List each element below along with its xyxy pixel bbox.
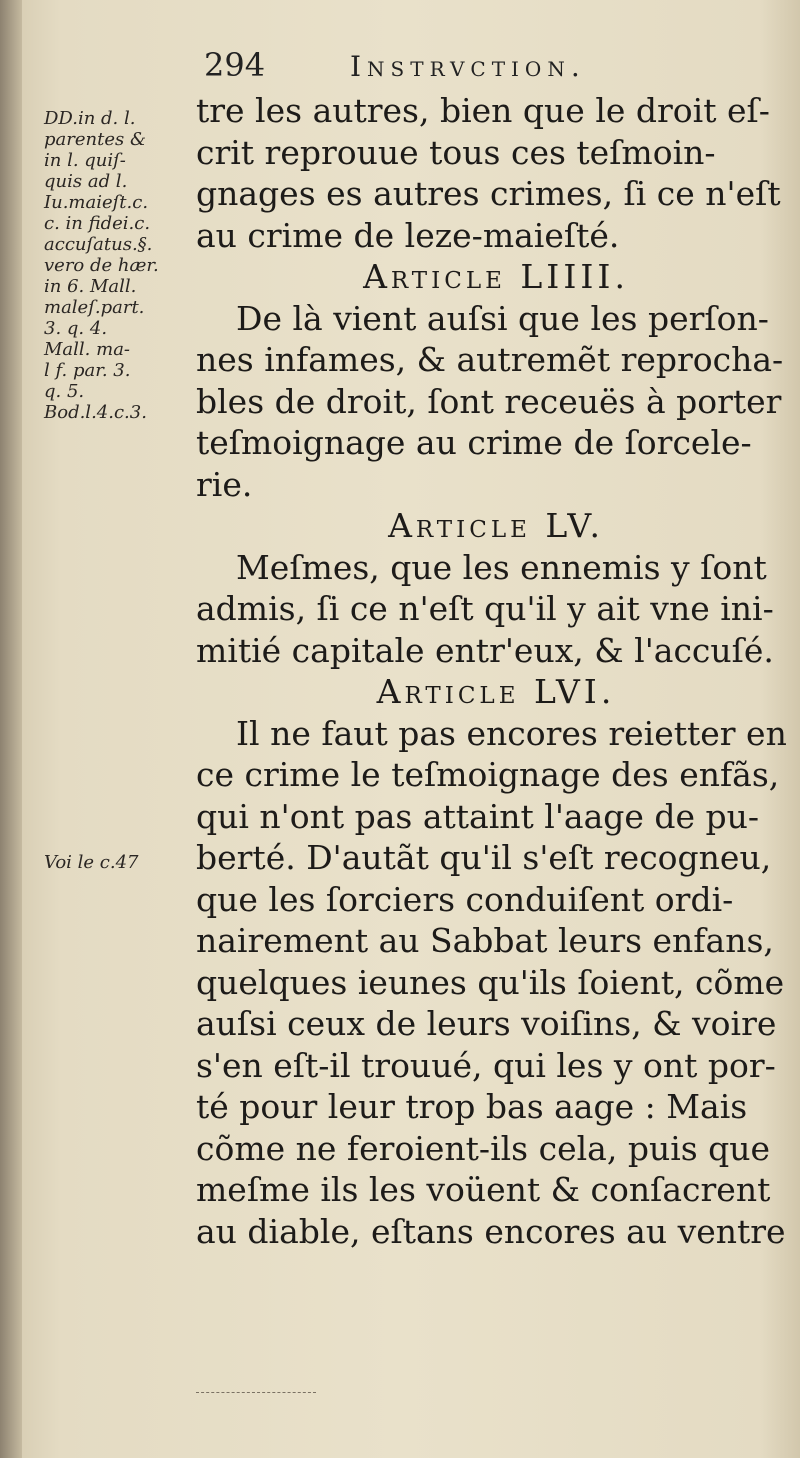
- margin-note-line: quis ad l.: [44, 171, 128, 192]
- text-line: qui n'ont pas attaint l'aage de pu-: [196, 796, 760, 836]
- text-line: cõme ne feroient-ils cela, puis que: [196, 1128, 771, 1168]
- text-line: bles de droit, ſont receuës à porter: [196, 381, 782, 421]
- margin-note-line: Bod.l.4.c.3.: [44, 402, 147, 423]
- margin-note-line: maleſ.part.: [44, 297, 145, 318]
- text-line: au crime de leze-maieſté.: [196, 215, 620, 255]
- margin-note-line: Iu.maieſt.c.: [44, 192, 149, 213]
- text-line: berté. D'autãt qu'il s'eſt recogneu,: [196, 838, 772, 877]
- margin-note-line: DD.in d. l.: [44, 108, 136, 129]
- margin-note-line: c. in fidei.c.: [44, 213, 151, 234]
- article-heading: Article LIIII.: [363, 257, 629, 296]
- margin-note-line: q. 5.: [44, 381, 85, 402]
- running-head: Instrvction.: [350, 50, 586, 83]
- text-line: crit reprouue tous ces teſmoin-: [196, 132, 716, 172]
- text-line: Il ne faut pas encores reietter en: [236, 713, 787, 753]
- text-line: que les ſorciers conduiſent ordi-: [196, 879, 734, 919]
- text-line: teſmoignage au crime de ſorcele-: [196, 423, 752, 462]
- page-header: [200, 46, 680, 86]
- text-line: au diable, eſtans encores au ventre: [196, 1211, 786, 1251]
- text-line: nairement au Sabbat leurs enfans,: [196, 921, 774, 960]
- text-line: nes infames, & autremẽt reprocha-: [196, 340, 784, 379]
- text-line: tre les autres, bien que le droit eſ-: [196, 91, 770, 130]
- text-line: Meſmes, que les ennemis y ſont: [236, 547, 767, 587]
- page-number: 294: [204, 46, 266, 84]
- margin-note-line: parentes &: [44, 129, 146, 150]
- article-heading: Article LVI.: [376, 672, 616, 711]
- text-line: ce crime le teſmoignage des enfãs,: [196, 755, 780, 794]
- margin-note-line: Mall. ma-: [44, 339, 131, 360]
- text-line: auſsi ceux de leurs voiſins, & voire: [196, 1004, 777, 1043]
- text-line: gnages es autres crimes, ſi ce n'eſt: [196, 174, 781, 213]
- text-line: De là vient auſsi que les perſon-: [236, 298, 769, 338]
- margin-note-line: in 6. Mall.: [44, 276, 137, 297]
- text-line: admis, ſi ce n'eſt qu'il y ait vne ini-: [196, 589, 774, 628]
- margin-note-line: 3. q. 4.: [44, 318, 108, 339]
- page-gutter: [0, 0, 22, 1458]
- margin-notes: [44, 108, 194, 423]
- margin-note-line: in l. quiſ-: [44, 150, 126, 171]
- margin-note-cross-reference: Voi le c.47: [44, 852, 139, 873]
- article-heading: Article LV.: [388, 506, 604, 545]
- body-text: [196, 90, 787, 1252]
- margin-note-line: vero de hær.: [44, 255, 159, 276]
- catchword-rule: [196, 1392, 316, 1393]
- text-line: té pour leur trop bas aage : Mais: [196, 1087, 748, 1126]
- margin-note-line: l f. par. 3.: [44, 360, 131, 381]
- text-line: meſme ils les voüent & conſacrent: [196, 1170, 771, 1209]
- text-line: mitié capitale entr'eux, & l'accuſé.: [196, 630, 774, 670]
- margin-note-line: accuſatus.§.: [44, 234, 153, 255]
- text-line: s'en eſt-il trouué, qui les y ont por-: [196, 1045, 776, 1085]
- text-line: rie.: [196, 464, 253, 504]
- text-line: quelques ieunes qu'ils ſoient, cõme: [196, 962, 785, 1002]
